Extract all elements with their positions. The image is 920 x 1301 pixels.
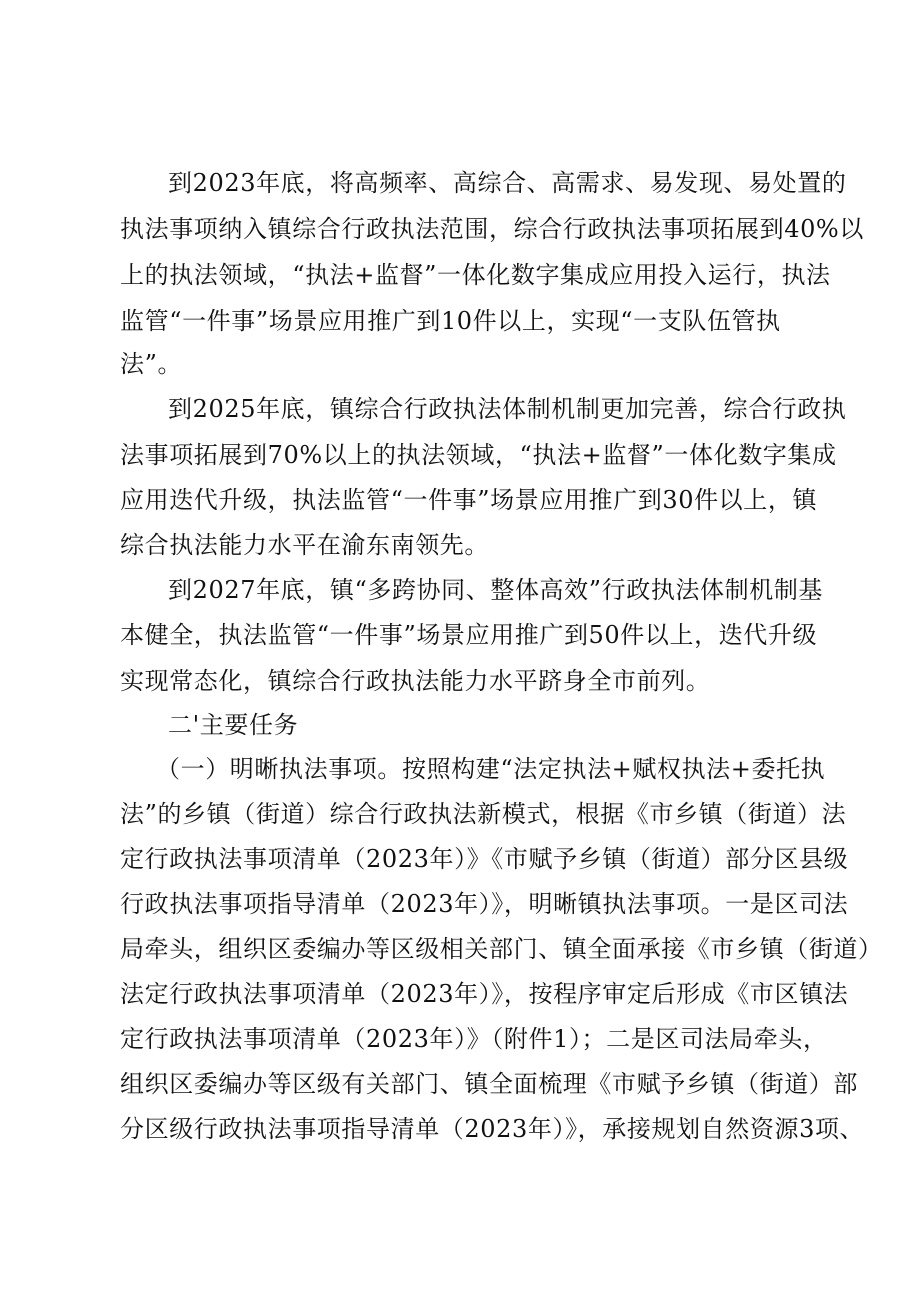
- text-line-18: 局牵头，组织区委编办等区级相关部门、镇全面承接《市乡镇（街道）: [120, 935, 883, 963]
- text-line-1: 到2023年底，将高频率、高综合、高需求、易发现、易处置的: [168, 169, 847, 197]
- text-line-5: 法”。: [120, 350, 183, 378]
- text-line-2: 执法事项纳入镇综合行政执法范围，综合行政执法事项拓展到40%以: [120, 215, 864, 243]
- text-line-14: （一）明晰执法事项。按照构建“法定执法+赋权执法+委托执: [156, 755, 826, 783]
- text-line-22: 分区级行政执法事项指导清单（2023年）》，承接规划自然资源3项、: [120, 1115, 865, 1143]
- text-line-15: 法”的乡镇（街道）综合行政执法新模式，根据《市乡镇（街道）法: [120, 800, 847, 828]
- text-line-16: 定行政执法事项清单（2023年）》《市赋予乡镇（街道）部分区县级: [120, 845, 849, 873]
- text-line-19: 法定行政执法事项清单（2023年）》，按程序审定后形成《市区镇法: [120, 980, 849, 1008]
- text-line-6: 到2025年底，镇综合行政执法体制机制更加完善，综合行政执: [168, 395, 847, 423]
- text-line-11: 本健全，执法监管“一件事”场景应用推广到50件以上，迭代升级: [120, 621, 818, 649]
- text-line-4: 监管“一件事”场景应用推广到10件以上，实现“一支队伍管执: [120, 307, 781, 335]
- text-line-20: 定行政执法事项清单（2023年）》（附件1）；二是区司法局牵头，: [120, 1025, 828, 1053]
- text-line-17: 行政执法事项指导清单（2023年）》，明晰镇执法事项。一是区司法: [120, 890, 849, 918]
- text-line-9: 综合执法能力水平在渝东南领先。: [120, 531, 489, 559]
- text-line-21: 组织区委编办等区级有关部门、镇全面梳理《市赋予乡镇（街道）部: [120, 1070, 858, 1098]
- text-line-8: 应用迭代升级，执法监管“一件事”场景应用推广到30件以上，镇: [120, 486, 818, 514]
- text-line-3: 上的执法领域，“执法+监督”一体化数字集成应用投入运行，执法: [120, 261, 831, 289]
- text-line-10: 到2027年底，镇“多跨协同、整体高效”行政执法体制机制基: [168, 576, 824, 604]
- text-line-12: 实现常态化，镇综合行政执法能力水平跻身全市前列。: [120, 667, 711, 695]
- section-heading: 二'主要任务: [168, 711, 299, 739]
- text-line-7: 法事项拓展到70%以上的执法领域，“执法+监督”一体化数字集成: [120, 441, 837, 469]
